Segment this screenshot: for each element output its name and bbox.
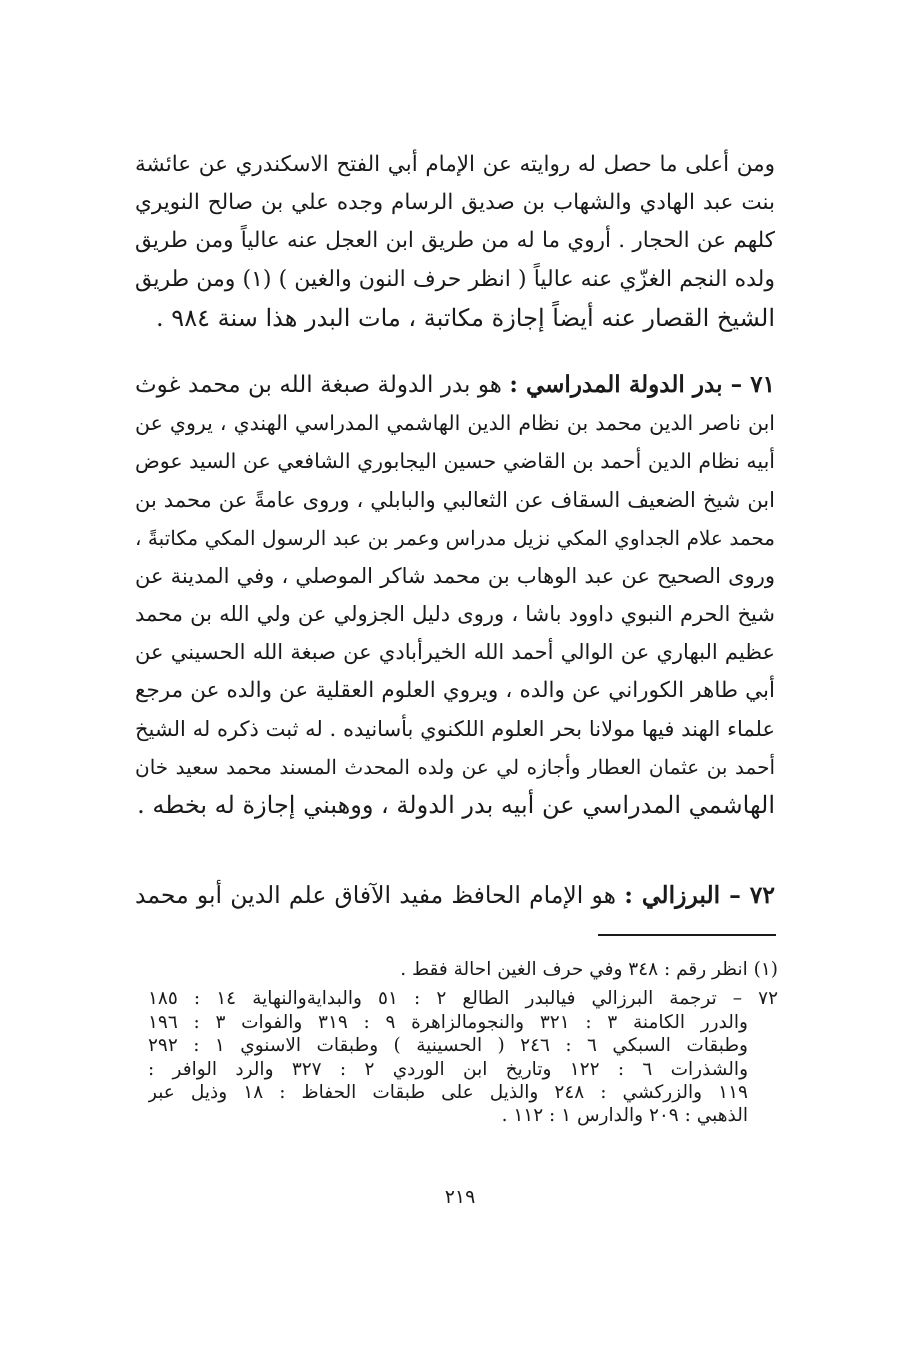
text-line: علماء الهند فيها مولانا بحر العلوم اللكنوي بأسانيده . له ثبت ذكره له الشيخ	[135, 716, 775, 741]
entry-text: هو الإمام الحافظ مفيد الآفاق علم الدين أبو محمد	[135, 881, 617, 909]
entry-text: هو بدر الدولة صبغة الله بن محمد غوث	[135, 372, 502, 398]
entry-72	[135, 876, 775, 914]
text-line: ومن أعلى ما حصل له روايته عن الإمام أبي الفتح الاسكندري عن عائشة	[135, 152, 775, 177]
text-line: كلهم عن الحجار . أروي ما له من طريق ابن العجل عنه عالياً ومن طريق	[135, 228, 775, 254]
text-line: الشيخ القصار عنه أيضاً إجازة مكاتبة ، مات البدر هذا سنة ٩٨٤ .	[156, 303, 775, 332]
text-line: ابن شيخ الضعيف السقاف عن الثعالبي والبابلي ، وروى عامةً عن محمد بن	[135, 487, 775, 512]
entry-first-line	[135, 876, 775, 914]
footnote-72-line: وطبقات السبكي ٦ : ٢٤٦ ( الحسينية ) وطبقات الاسنوي ١ : ٢٩٢	[148, 1035, 748, 1057]
text-line: ابن ناصر الدين محمد بن نظام الدين الهاشمي المدراسي الهندي ، يروي عن	[135, 411, 775, 436]
text-line: عظيم البهاري عن الوالي أحمد الله الخيرأبادي عن صبغة الله الحسيني عن	[135, 640, 775, 665]
footnote-separator	[598, 934, 776, 936]
text-line: شيخ الحرم النبوي داوود باشا ، وروى دليل الجزولي عن ولي الله بن محمد	[135, 602, 775, 627]
text-line: محمد علام الجداوي المكي نزيل مدراس وعمر بن عبد الرسول المكي مكاتبةً ،	[135, 525, 775, 550]
text-line: أبيه نظام الدين أحمد بن القاضي حسين اليجابوري الشافعي عن السيد عوض	[135, 449, 775, 474]
entry-71	[135, 366, 775, 824]
entry-first-line	[135, 366, 775, 404]
text-line: أحمد بن عثمان العطار وأجازه لي عن ولده المحدث المسند محمد سعيد خان	[135, 755, 775, 780]
footnote-72-line: والشذرات ٦ : ١٢٢ وتاريخ ابن الوردي ٢ : ٣٢٧ والرد الوافر :	[148, 1058, 749, 1080]
text-line: بنت عبد الهادي والشهاب بن صديق الرسام وجده علي بن صالح النويري	[135, 190, 775, 216]
text-line: وروى الصحيح عن عبد الوهاب بن محمد شاكر الموصلي ، وفي المدينة عن	[135, 564, 775, 589]
footnote-72-line: والدرر الكامنة ٣ : ٣٢١ والنجومالزاهرة ٩ : ٣١٩ والفوات ٣ : ١٩٦	[148, 1011, 748, 1033]
footnotes	[148, 958, 778, 1128]
entry-heading: ٧١ – بدر الدولة المدراسي :	[509, 371, 775, 398]
footnote-72-line: ١١٩ والزركشي : ٢٤٨ والذيل على طبقات الحفاظ : ١٨ وذيل عبر	[148, 1082, 748, 1104]
page-number: ٢١٩	[444, 1186, 476, 1208]
paragraph-continuation	[135, 146, 775, 337]
entry-heading: ٧٢ – البرزالي :	[624, 881, 775, 909]
text-line: الهاشمي المدراسي عن أبيه بدر الدولة ، ووهبني إجازة له بخطه .	[137, 791, 775, 820]
footnote-72-line: الذهبي : ٢٠٩ والدارس ١ : ١١٢ .	[501, 1105, 748, 1127]
footnote-72-line: ٧٢ – ترجمة البرزالي فيالبدر الطالع ٢ : ٥١ والبدايةوالنهاية ١٤ : ١٨٥	[148, 988, 778, 1010]
footnote-1: (١) انظر رقم : ٣٤٨ وفي حرف الغين احالة فقط .	[400, 959, 778, 980]
text-line: أبي طاهر الكوراني عن والده ، ويروي العلوم العقلية عن والده عن مرجع	[135, 677, 775, 703]
text-line: ولده النجم الغزّي عنه عالياً ( انظر حرف النون والغين ) (١) ومن طريق	[135, 266, 775, 292]
